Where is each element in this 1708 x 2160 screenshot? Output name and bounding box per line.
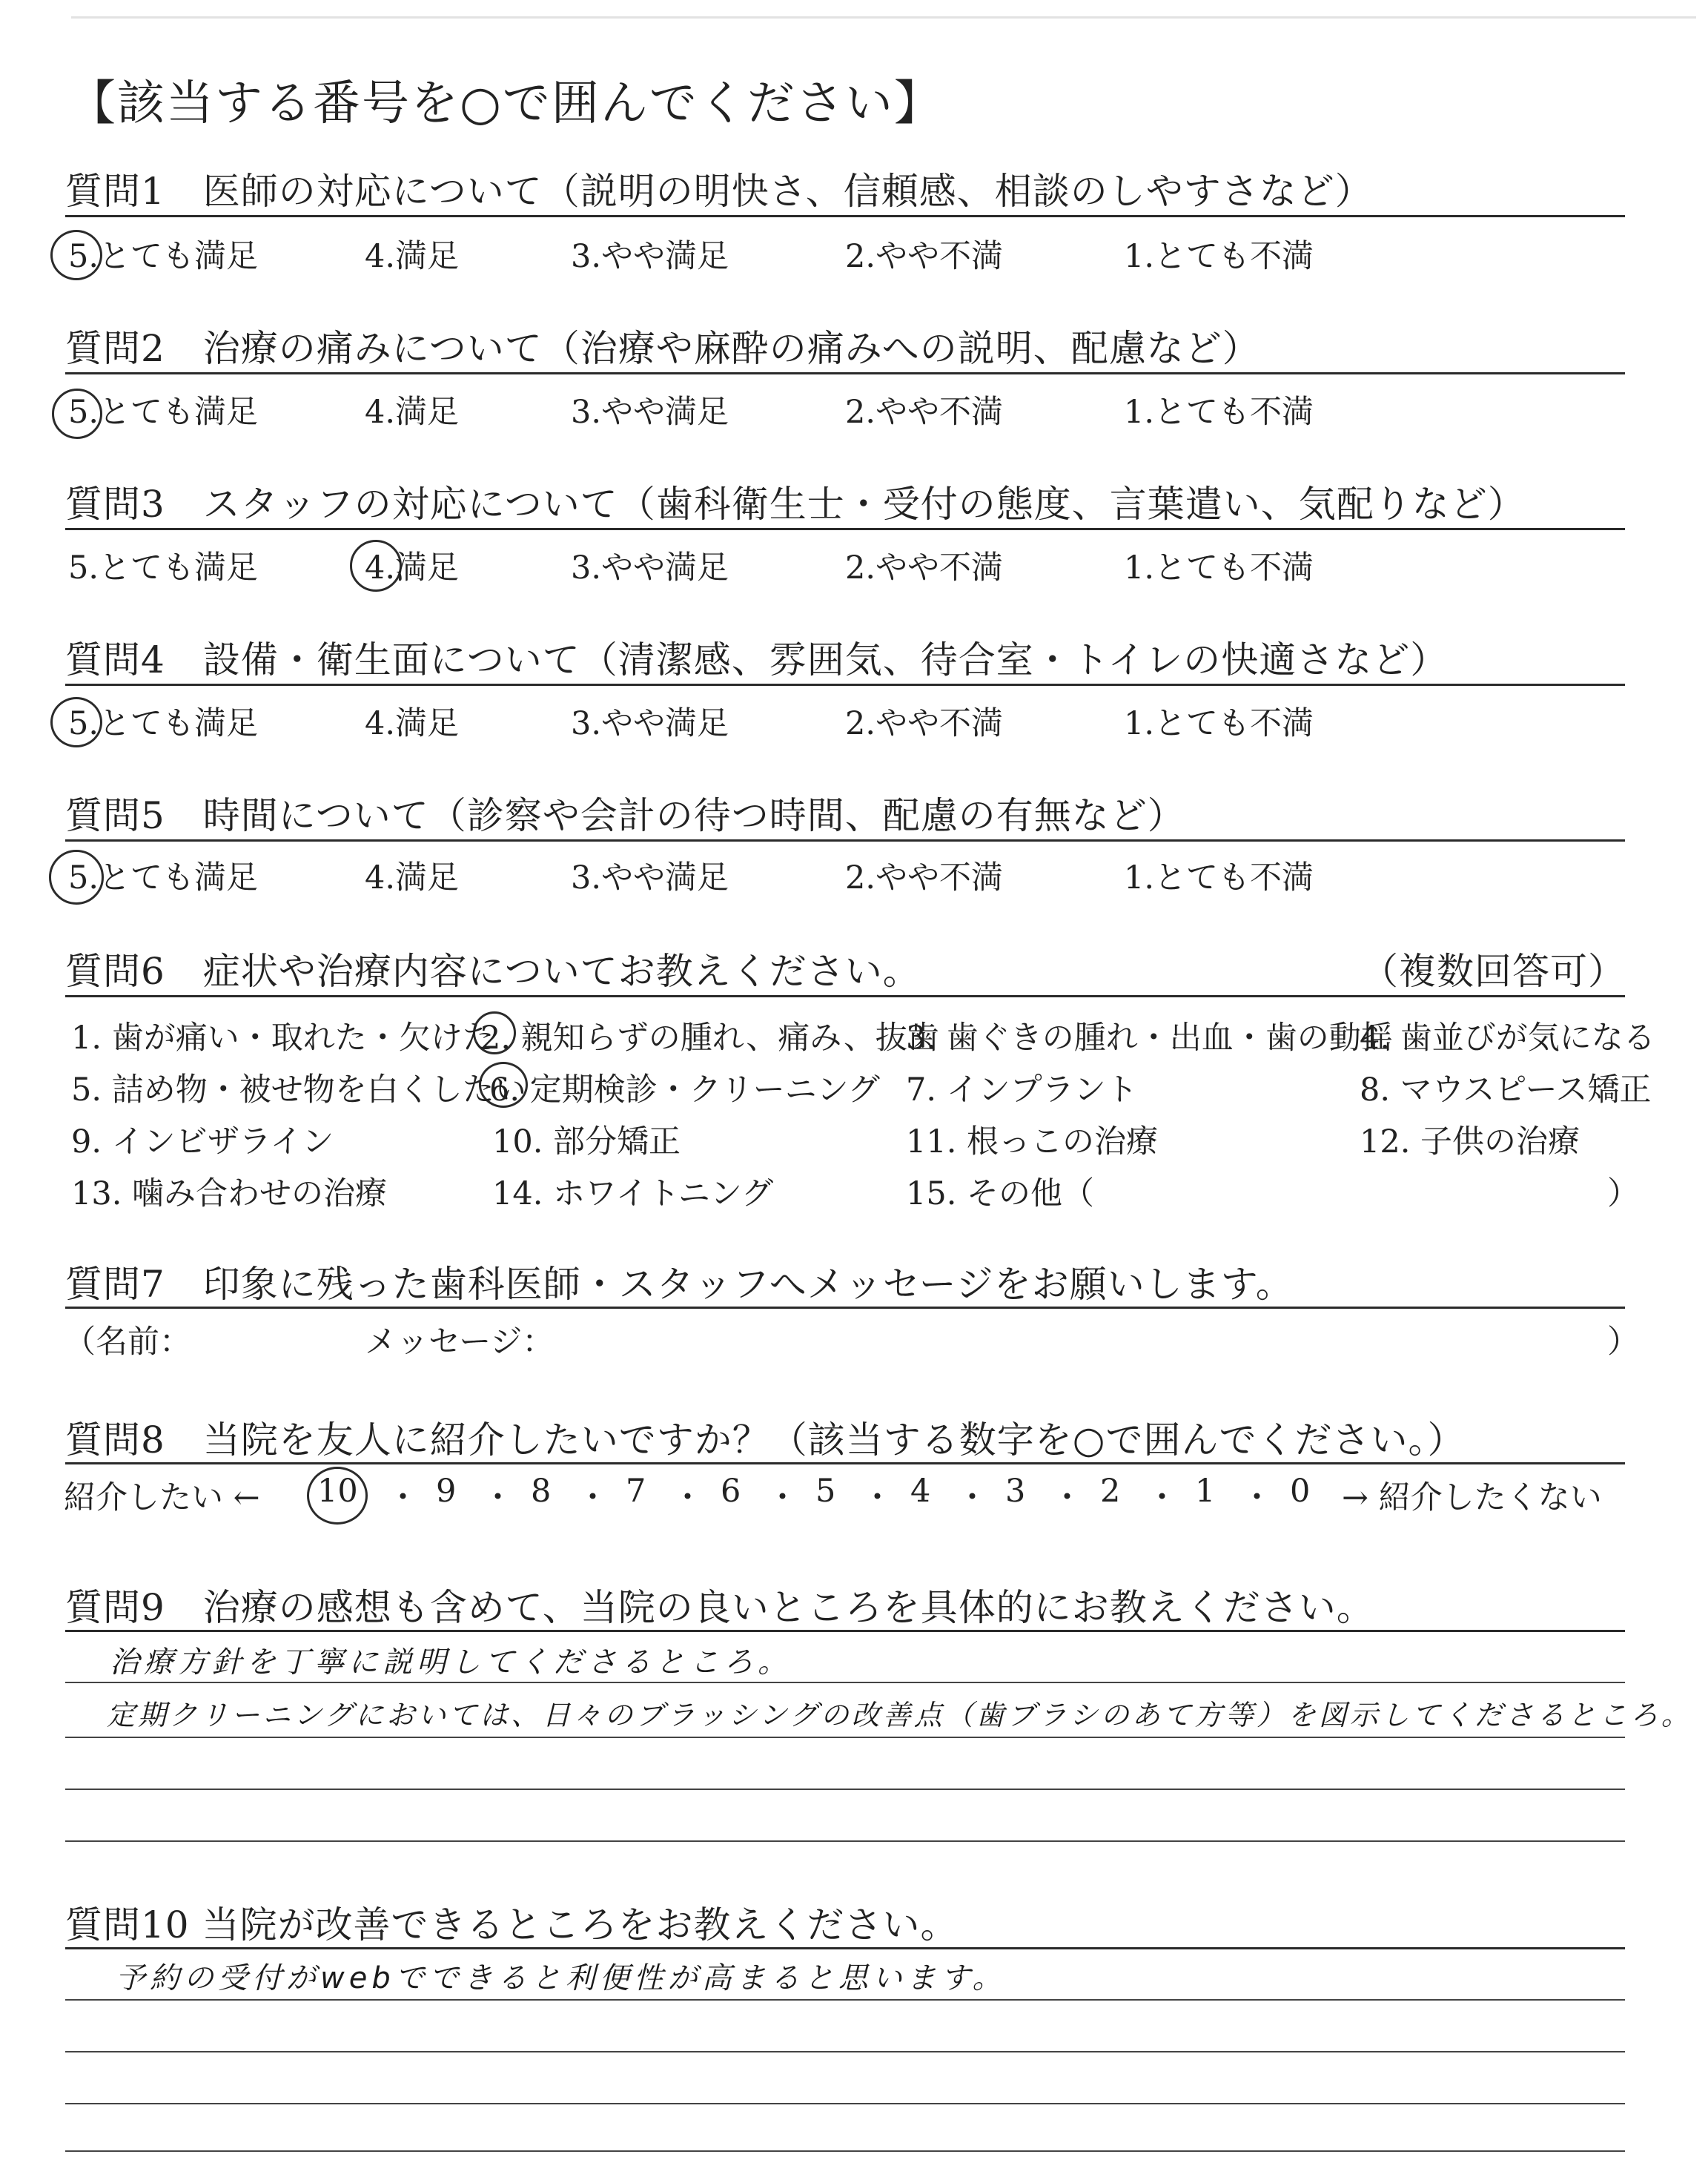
- q5-option-5[interactable]: 5.とても満足: [68, 859, 259, 896]
- q3-title: 質問3 スタッフの対応について（歯科衛生士・受付の態度、言葉遣い、気配りなど）: [65, 483, 1526, 526]
- q10-rule: [65, 1947, 1625, 1949]
- q8-dot: ・: [767, 1479, 798, 1516]
- q7-rule: [65, 1307, 1625, 1309]
- q6-option-8[interactable]: 8. マウスピース矯正: [1360, 1071, 1652, 1109]
- q8-title: 質問8 当院を友人に紹介したいですか？（該当する数字を○で囲んでください。）: [65, 1418, 1466, 1462]
- q3-option-2[interactable]: 2.やや不満: [845, 549, 1004, 587]
- q5-title: 質問5 時間について（診察や会計の待つ時間、配慮の有無など）: [65, 794, 1185, 837]
- q2-option-2[interactable]: 2.やや不満: [845, 394, 1004, 431]
- q5-option-2[interactable]: 2.やや不満: [845, 859, 1004, 896]
- q9-rule: [65, 1630, 1625, 1632]
- q6-option-9[interactable]: 9. インビザライン: [71, 1123, 334, 1160]
- q4-option-3[interactable]: 3.やや満足: [571, 705, 729, 742]
- q4-title: 質問4 設備・衛生面について（清潔感、雰囲気、待合室・トイレの快適さなど）: [65, 638, 1449, 681]
- q3-option-4[interactable]: 4.満足: [365, 549, 460, 587]
- q8-dot: ・: [1241, 1479, 1273, 1516]
- top-border: [71, 16, 1696, 19]
- q10-line-4: [65, 2103, 1625, 2104]
- q6-rule: [65, 995, 1625, 997]
- q4-rule: [65, 684, 1625, 686]
- q4-option-4[interactable]: 4.満足: [365, 705, 460, 742]
- q1-option-3[interactable]: 3.やや満足: [571, 238, 729, 275]
- q8-dot: ・: [672, 1479, 704, 1516]
- q3-rule: [65, 528, 1625, 530]
- q6-option-7[interactable]: 7. インプラント: [906, 1071, 1138, 1109]
- q3-option-5[interactable]: 5.とても満足: [68, 549, 259, 587]
- q6-option-12[interactable]: 12. 子供の治療: [1360, 1123, 1580, 1160]
- q6-note: （複数回答可）: [1361, 950, 1626, 993]
- q9-line-3: [65, 1737, 1625, 1738]
- q10-line-2: [65, 1999, 1625, 2001]
- q8-score-1[interactable]: 1: [1195, 1473, 1216, 1510]
- q5-option-3[interactable]: 3.やや満足: [571, 859, 729, 896]
- q8-rule: [65, 1462, 1625, 1464]
- q6-option-3[interactable]: 3. 歯ぐきの腫れ・出血・歯の動揺: [906, 1020, 1393, 1057]
- q3-option-3[interactable]: 3.やや満足: [571, 549, 729, 587]
- q10-line-5: [65, 2150, 1625, 2152]
- q10-title: 質問10 当院が改善できるところをお教えください。: [65, 1903, 959, 1946]
- q1-rule: [65, 215, 1625, 217]
- q6-option-14[interactable]: 14. ホワイトニング: [492, 1175, 774, 1212]
- q6-option-10[interactable]: 10. 部分矯正: [492, 1123, 681, 1160]
- q5-rule: [65, 839, 1625, 842]
- q8-dot: ・: [1051, 1479, 1083, 1516]
- q8-score-7[interactable]: 7: [626, 1473, 646, 1510]
- q9-title: 質問9 治療の感想も含めて、当院の良いところを具体的にお教えください。: [65, 1586, 1374, 1629]
- q8-right-label: → 紹介したくない: [1342, 1479, 1602, 1516]
- q1-option-5[interactable]: 5.とても満足: [68, 238, 259, 275]
- q3-option-1[interactable]: 1.とても不満: [1124, 549, 1314, 587]
- q9-line-5: [65, 1840, 1625, 1842]
- q1-title: 質問1 医師の対応について（説明の明快さ、信頼感、相談のしやすさなど）: [65, 170, 1373, 213]
- q6-option-11[interactable]: 11. 根っこの治療: [906, 1123, 1159, 1160]
- q7-name-label: （名前：: [64, 1324, 191, 1361]
- q5-option-4[interactable]: 4.満足: [365, 859, 460, 896]
- q10-answer-line-1: 予約の受付がwebでできると利便性が高まると思います。: [116, 1961, 1007, 1995]
- q8-score-3[interactable]: 3: [1005, 1473, 1026, 1510]
- q7-close: ）: [1607, 1324, 1639, 1361]
- q8-dot: ・: [387, 1479, 419, 1516]
- q2-option-4[interactable]: 4.満足: [365, 394, 460, 431]
- q6-option-15-close: ）: [1607, 1175, 1639, 1212]
- q6-option-13[interactable]: 13. 噛み合わせの治療: [71, 1175, 388, 1212]
- q2-option-5[interactable]: 5.とても満足: [68, 394, 259, 431]
- q6-title: 質問6 症状や治療内容についてお教えください。: [65, 950, 921, 993]
- q2-title: 質問2 治療の痛みについて（治療や麻酔の痛みへの説明、配慮など）: [65, 327, 1260, 370]
- q8-score-4[interactable]: 4: [910, 1473, 931, 1510]
- q8-score-2[interactable]: 2: [1100, 1473, 1121, 1510]
- q8-dot: ・: [577, 1479, 609, 1516]
- q8-dot: ・: [1146, 1479, 1178, 1516]
- q2-rule: [65, 372, 1625, 374]
- q6-option-5[interactable]: 5. 詰め物・被せ物を白くしたい: [71, 1071, 526, 1109]
- q6-option-1[interactable]: 1. 歯が痛い・取れた・欠けた: [71, 1020, 494, 1057]
- q7-title: 質問7 印象に残った歯科医師・スタッフへメッセージをお願いします。: [65, 1263, 1294, 1306]
- q6-option-4[interactable]: 4. 歯並びが気になる: [1360, 1020, 1655, 1057]
- q6-option-2[interactable]: 2. 親知らずの腫れ、痛み、抜歯: [480, 1020, 939, 1057]
- q1-option-1[interactable]: 1.とても不満: [1124, 238, 1314, 275]
- q8-dot: ・: [956, 1479, 988, 1516]
- q4-option-2[interactable]: 2.やや不満: [845, 705, 1004, 742]
- q1-option-4[interactable]: 4.満足: [365, 238, 460, 275]
- q2-option-3[interactable]: 3.やや満足: [571, 394, 729, 431]
- q2-option-1[interactable]: 1.とても不満: [1124, 394, 1314, 431]
- q10-line-3: [65, 2051, 1625, 2052]
- q8-left-label: 紹介したい ←: [64, 1479, 260, 1516]
- q8-score-8[interactable]: 8: [531, 1473, 552, 1510]
- q8-dot: ・: [482, 1479, 514, 1516]
- q7-message-label: メッセージ：: [365, 1324, 555, 1361]
- q9-answer-line-1: 治療方針を丁寧に説明してくださるところ。: [110, 1645, 792, 1680]
- page-title: 【該当する番号を○で囲んでください】: [68, 76, 943, 131]
- q8-score-5[interactable]: 5: [815, 1473, 836, 1510]
- q9-line-2: [65, 1682, 1625, 1683]
- q8-score-6[interactable]: 6: [721, 1473, 741, 1510]
- q8-score-10[interactable]: 10: [317, 1473, 358, 1510]
- q8-dot: ・: [861, 1479, 893, 1516]
- q9-answer-line-2: 定期クリーニングにおいては、日々のブラッシングの改善点（歯ブラシのあて方等）を図示してくださるところ。: [107, 1699, 1692, 1731]
- q6-option-15[interactable]: 15. その他（: [906, 1175, 1095, 1212]
- q4-option-1[interactable]: 1.とても不満: [1124, 705, 1314, 742]
- q5-option-1[interactable]: 1.とても不満: [1124, 859, 1314, 896]
- q6-option-6[interactable]: 6. 定期検診・クリーニング: [489, 1071, 880, 1109]
- q1-option-2[interactable]: 2.やや不満: [845, 238, 1004, 275]
- q4-option-5[interactable]: 5.とても満足: [68, 705, 259, 742]
- q8-score-9[interactable]: 9: [436, 1473, 457, 1510]
- q8-score-0[interactable]: 0: [1290, 1473, 1311, 1510]
- q9-line-4: [65, 1789, 1625, 1790]
